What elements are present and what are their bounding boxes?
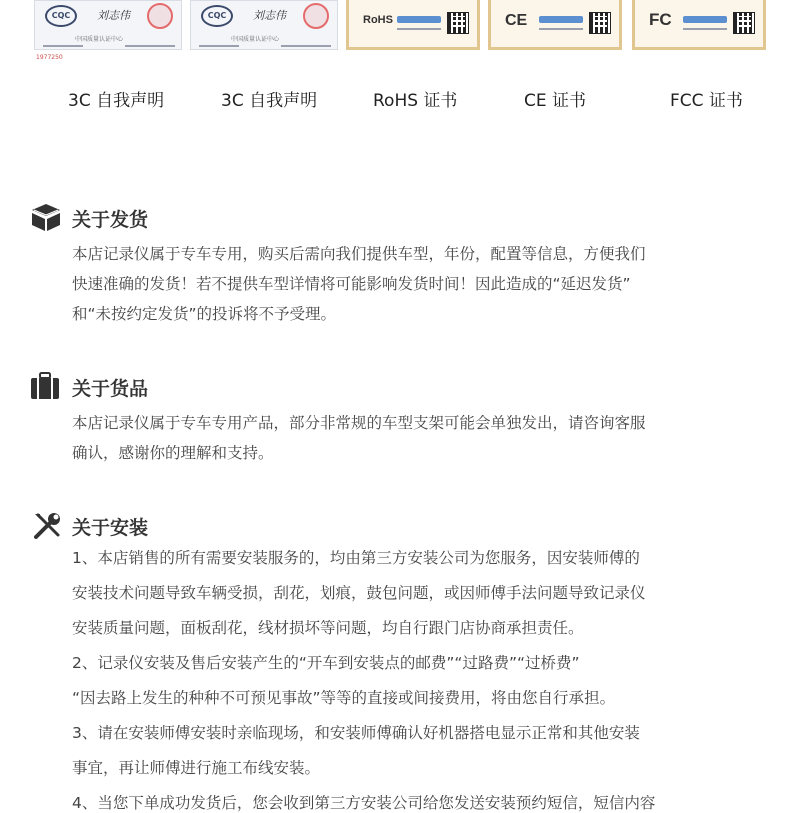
cert-caption-4: CE 证书 [524,91,587,111]
rohs-logo-icon: RoHS [363,14,393,26]
install-line-4: 2、记录仪安装及售后安装产生的“开车到安装点的邮费”“过路费”“过桥费” [72,654,580,672]
qr-code-icon [733,12,755,34]
red-seal-icon [303,3,329,29]
install-line-1: 1、本店销售的所有需要安装服务的，均由第三方安装公司为您服务，因安装师傅的 [72,549,640,567]
qr-code-icon [447,12,469,34]
rohs-certificate-thumbnail[interactable] [346,0,480,50]
cqc-logo-icon: CQC [201,5,233,27]
cqc-certificate-thumbnail-1[interactable] [34,0,182,50]
goods-line-1: 本店记录仪属于专车专用产品，部分非常规的车型支架可能会单独发出，请咨询客服 [72,414,646,432]
section-title-shipping: 关于发货 [72,209,149,231]
ce-logo-icon: CE [505,12,528,29]
cqc-certificate-thumbnail-2[interactable] [190,0,338,50]
section-title-installation: 关于安装 [72,517,149,539]
qr-code-icon [589,12,611,34]
goods-line-2: 确认，感谢你的理解和支持。 [72,444,274,462]
stamp-number: 1977250 [36,54,63,61]
luggage-icon [30,372,60,400]
install-line-6: 3、请在安装师傅安装时亲临现场，和安装师傅确认好机器搭电显示正常和其他安装 [72,724,640,742]
cert-caption-2: 3C 自我声明 [221,91,318,111]
install-line-7: 事宜，再让师傅进行施工布线安装。 [72,759,321,777]
install-line-3: 安装质量问题，面板刮花，线材损坏等问题，均自行跟门店协商承担责任。 [72,619,584,637]
shipping-line-2: 快速准确的发货！若不提供车型详情将可能影响发货时间！因此造成的“延迟发货” [72,275,631,293]
tools-icon [32,511,62,541]
cert-caption-1: 3C 自我声明 [68,91,165,111]
shipping-line-1: 本店记录仪属于专车专用，购买后需向我们提供车型，年份，配置等信息，方便我们 [72,245,646,263]
shipping-line-3: 和“未按约定发货”的投诉将不予受理。 [72,305,337,323]
cert-org-text: 中国质量认证中心 [75,36,124,43]
cert-org-text: 中国质量认证中心 [231,36,280,43]
ce-certificate-thumbnail[interactable] [488,0,622,50]
box-icon [30,202,62,232]
fcc-logo-icon: FC [649,10,672,29]
fcc-certificate-thumbnail[interactable] [632,0,766,50]
signature: 刘志伟 [97,9,130,22]
install-line-2: 安装技术问题导致车辆受损，刮花，划痕，鼓包问题，或因师傅手法问题导致记录仪 [72,584,646,602]
section-title-goods: 关于货品 [72,378,149,400]
cert-caption-5: FCC 证书 [670,91,743,111]
cert-caption-3: RoHS 证书 [373,91,458,111]
red-seal-icon [147,3,173,29]
install-line-5: “因去路上发生的种种不可预见事故”等等的直接或间接费用，将由您自行承担。 [72,689,616,707]
signature: 刘志伟 [253,9,286,22]
cqc-logo-icon: CQC [45,5,77,27]
install-line-8: 4、当您下单成功发货后，您会收到第三方安装公司给您发送安装预约短信，短信内容 [72,794,656,812]
